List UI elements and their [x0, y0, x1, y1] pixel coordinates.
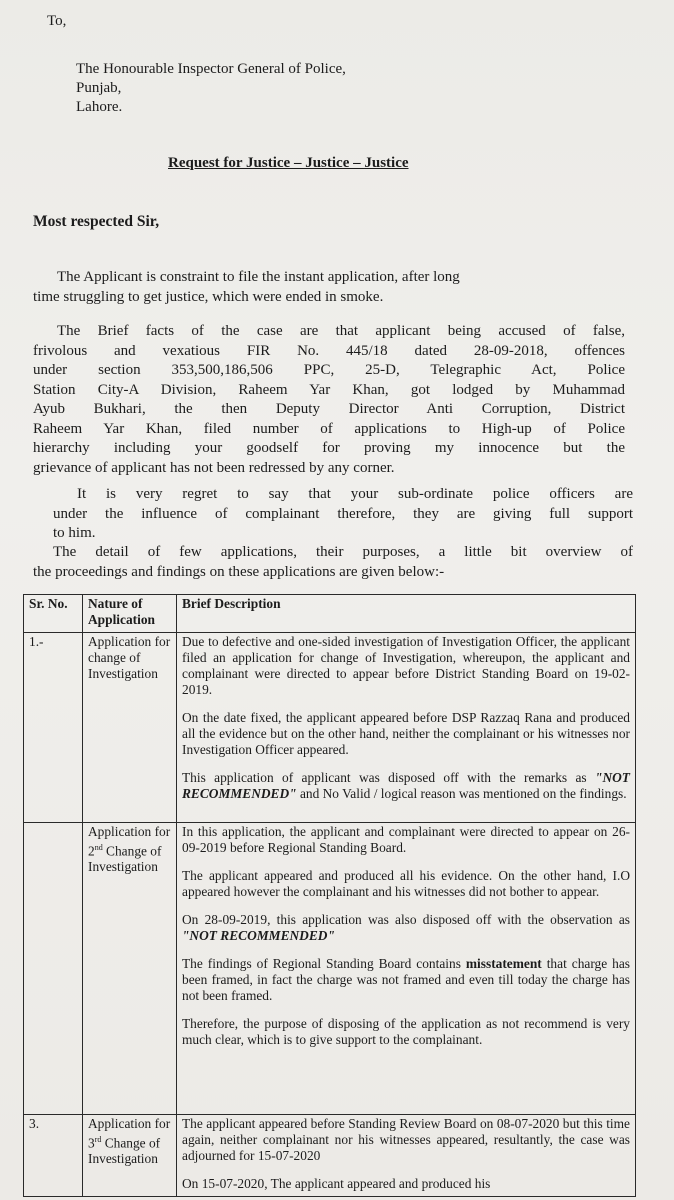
text-line: The Applicant is constraint to file the instant application, after long	[57, 269, 460, 285]
text-line: under the influence of complainant therefore, they are giving full support	[53, 505, 633, 522]
not-recommended-remark: "NOT RECOMMENDED"	[182, 770, 630, 801]
recipient-address	[76, 60, 346, 117]
text-line: Ayub Bukhari, the then Deputy Director Anti Corruption, District	[33, 401, 625, 417]
table-row	[24, 633, 636, 823]
header-sr-no: Sr. No.	[24, 595, 83, 633]
applications-table	[23, 594, 636, 1197]
text-line: Raheem Yar Khan, filed number of applications to High-up of Police	[33, 420, 625, 437]
description-paragraph: In this application, the applicant and complainant were directed to appear on 26-09-2019 before Regional Standing Board.	[182, 824, 630, 855]
row-nature: Application for change of Investigation	[83, 633, 177, 823]
nature-ordinal: nd	[94, 843, 103, 852]
description-text: This application of applicant was disposed off with the remarks as	[182, 770, 587, 785]
nature-text: Application for 3	[88, 1116, 171, 1151]
to-line: To,	[47, 13, 67, 29]
nature-text: Change of Investigation	[88, 1135, 161, 1167]
description-paragraph: The applicant appeared and produced all his evidence. On the other hand, I.O appeared however the complainant and his witnesses did not bother to appear.	[182, 868, 630, 899]
header-nature: Nature of Application	[83, 595, 177, 633]
description-paragraph: On the date fixed, the applicant appeared before DSP Razzaq Rana and produced all the evidence but on the other hand, neither the complainant or his witnesses nor Investigation Officer appeared.	[182, 710, 630, 757]
text-line: under section 353,500,186,506 PPC, 25-D, Telegraphic Act, Police	[33, 362, 625, 378]
paragraph-brief-facts	[33, 322, 625, 478]
header-description: Brief Description	[177, 595, 636, 633]
text-line: to him.	[53, 525, 96, 541]
description-text: and No Valid / logical reason was mentioned on the findings.	[296, 786, 627, 801]
row-nature	[83, 1115, 177, 1197]
row-description	[177, 1115, 636, 1197]
row-description	[177, 823, 636, 1115]
text-line: It is very regret to say that your sub-ordinate police officers are	[77, 486, 633, 502]
text-line: time struggling to get justice, which were ended in smoke.	[33, 288, 384, 305]
paragraph-intro	[33, 268, 633, 307]
letter-title: Request for Justice – Justice – Justice	[168, 155, 409, 171]
text-line: Station City-A Division, Raheem Yar Khan, got lodged by Muhammad	[33, 381, 625, 398]
paragraph-regret	[33, 485, 633, 544]
description-paragraph: On 15-07-2020, The applicant appeared and produced his	[182, 1176, 491, 1191]
address-line: Punjab,	[76, 80, 122, 96]
address-line: The Honourable Inspector General of Police,	[76, 61, 346, 77]
description-paragraph	[182, 956, 630, 1004]
text-line: frivolous and vexatious FIR No. 445/18 dated 28-09-2018, offences	[33, 342, 625, 359]
paragraph-detail	[33, 543, 633, 582]
row-nature	[83, 823, 177, 1115]
description-paragraph: Therefore, the purpose of disposing of the application as not recommend is very much clear, which is to give support to the complainant.	[182, 1016, 630, 1047]
row-sr-no: 1.-	[24, 633, 83, 823]
misstatement-emphasis: misstatement	[465, 956, 542, 971]
description-text: The findings of Regional Standing Board contains	[182, 956, 466, 971]
description-text: that charge has been framed, in fact the charge was not framed and even till today the charge has not been framed.	[182, 956, 630, 1003]
row-description	[177, 633, 636, 823]
text-line: The Brief facts of the case are that applicant being accused of false,	[57, 323, 625, 339]
not-recommended-remark: "NOT RECOMMENDED"	[182, 928, 335, 943]
row-sr-no: 3.	[24, 1115, 83, 1197]
nature-text: Change of Investigation	[88, 843, 162, 875]
text-line: grievance of applicant has not been redressed by any corner.	[33, 459, 395, 476]
nature-text: Application for 2	[88, 824, 171, 859]
table-header-row	[24, 595, 636, 633]
description-paragraph: The applicant appeared before Standing Review Board on 08-07-2020 but this time again, neither complainant nor his witnesses appeared, resultantly, the case was adjourned for 15-07-2020	[182, 1116, 630, 1163]
text-line: hierarchy including your goodself for proving my innocence but the	[33, 440, 625, 456]
description-text: On 28-09-2019, this application was also disposed off with the observation as	[182, 912, 630, 927]
salutation: Most respected Sir,	[33, 213, 160, 230]
description-paragraph: Due to defective and one-sided investigation of Investigation Officer, the applicant filed an application for change of Investigation, whereupon, the applicant and complainant were directed to appear before District Standing Board on 19-02-2019.	[182, 634, 630, 697]
description-paragraph	[182, 912, 630, 944]
table-row	[24, 1115, 636, 1197]
description-paragraph	[182, 770, 630, 802]
text-line: the proceedings and findings on these applications are given below:-	[33, 563, 445, 580]
row-sr-no	[24, 823, 83, 1115]
text-line: The detail of few applications, their purposes, a little bit overview of	[53, 544, 633, 560]
nature-ordinal: rd	[94, 1135, 102, 1144]
table-row	[24, 823, 636, 1115]
address-line: Lahore.	[76, 99, 123, 115]
